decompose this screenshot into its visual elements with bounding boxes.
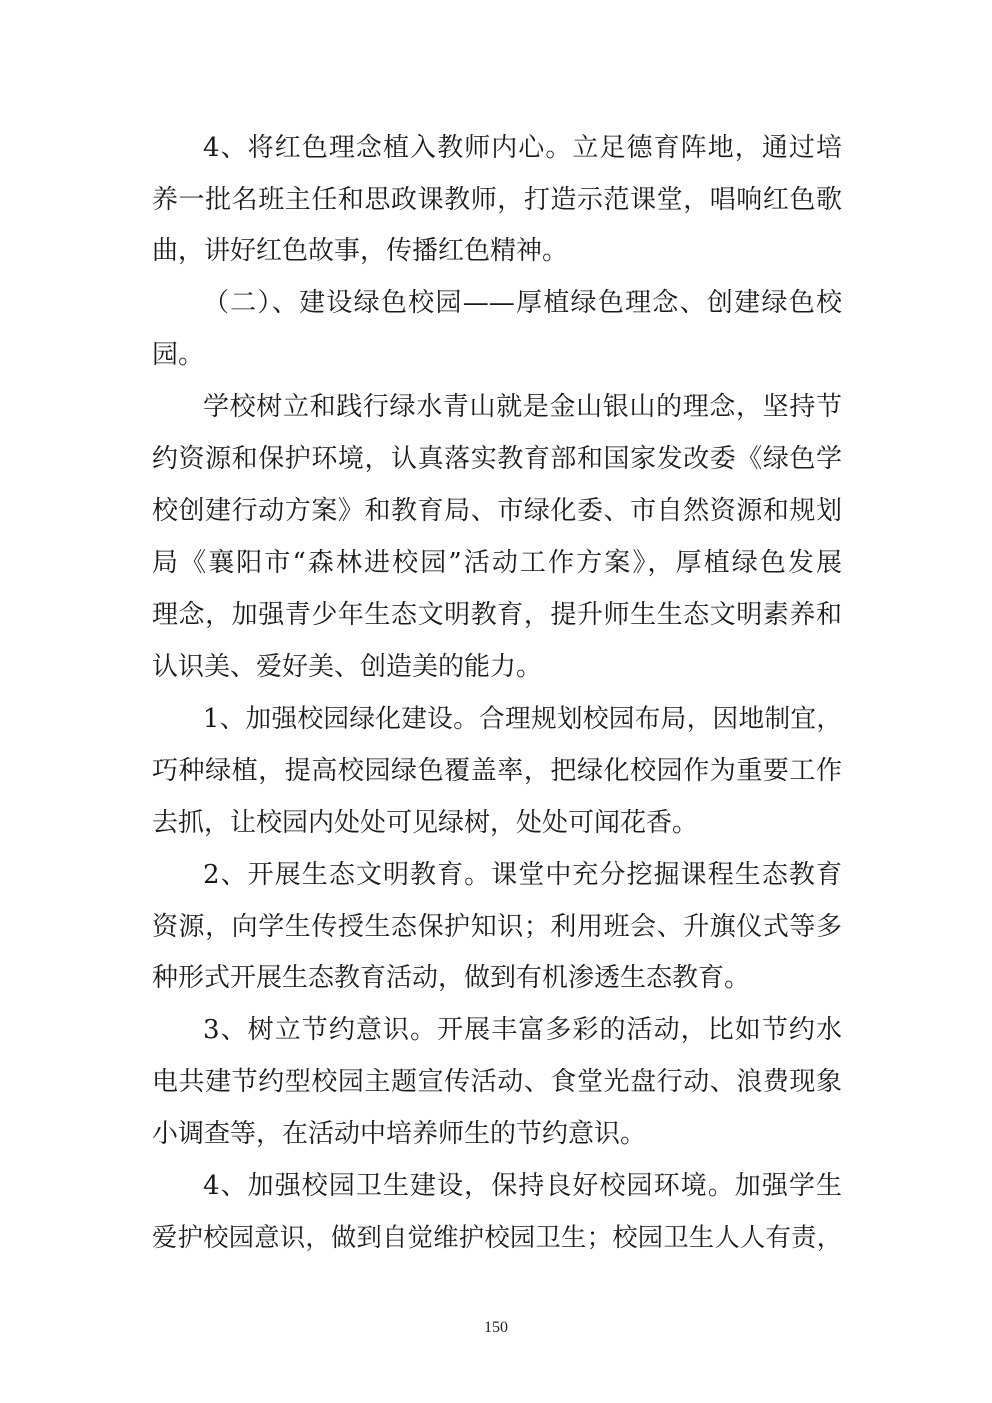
paragraph-line: 认识美、爱好美、创造美的能力。 (152, 652, 543, 682)
paragraph-line: 爱护校园意识，做到自觉维护校园卫生；校园卫生人人有责， (152, 1223, 842, 1252)
paragraph-line: 理念，加强青少年生态文明教育，提升师生生态文明素养和 (152, 600, 842, 630)
paragraph-line: 养一批名班主任和思政课教师，打造示范课堂，唱响红色歌 (152, 185, 842, 215)
paragraph-line: 曲，讲好红色故事，传播红色精神。 (152, 236, 569, 266)
paragraph-line: 局《襄阳市“森林进校园”活动工作方案》，厚植绿色发展 (152, 548, 842, 578)
paragraph-line: 资源，向学生传授生态保护知识；利用班会、升旗仪式等多 (152, 912, 842, 942)
paragraph-line: 巧种绿植，提高校园绿色覆盖率，把绿化校园作为重要工作 (152, 756, 842, 786)
paragraph-line: 电共建节约型校园主题宣传活动、食堂光盘行动、浪费现象 (152, 1067, 842, 1097)
paragraph-line: 3、树立节约意识。开展丰富多彩的活动，比如节约水 (203, 1015, 842, 1045)
paragraph-line: 约资源和保护环境，认真落实教育部和国家发改委《绿色学 (152, 444, 842, 474)
section-heading-line: （二）、建设绿色校园——厚植绿色理念、创建绿色校 (203, 288, 842, 318)
page-number: 150 (484, 1319, 508, 1336)
paragraph-line: 4、加强校园卫生建设，保持良好校园环境。加强学生 (203, 1171, 842, 1201)
paragraph-line: 校创建行动方案》和教育局、市绿化委、市自然资源和规划 (152, 496, 842, 526)
paragraph-line: 1、加强校园绿化建设。合理规划校园布局，因地制宜， (203, 704, 842, 734)
section-heading-line: 园。 (152, 340, 205, 370)
paragraph-line: 种形式开展生态教育活动，做到有机渗透生态教育。 (152, 963, 751, 993)
paragraph-line: 2、开展生态文明教育。课堂中充分挖掘课程生态教育 (203, 860, 842, 890)
paragraph-line: 去抓，让校园内处处可见绿树，处处可闻花香。 (152, 808, 699, 838)
paragraph-line: 小调查等，在活动中培养师生的节约意识。 (152, 1119, 647, 1149)
paragraph-line: 学校树立和践行绿水青山就是金山银山的理念，坚持节 (203, 392, 842, 422)
paragraph-line: 4、将红色理念植入教师内心。立足德育阵地，通过培 (203, 133, 842, 163)
